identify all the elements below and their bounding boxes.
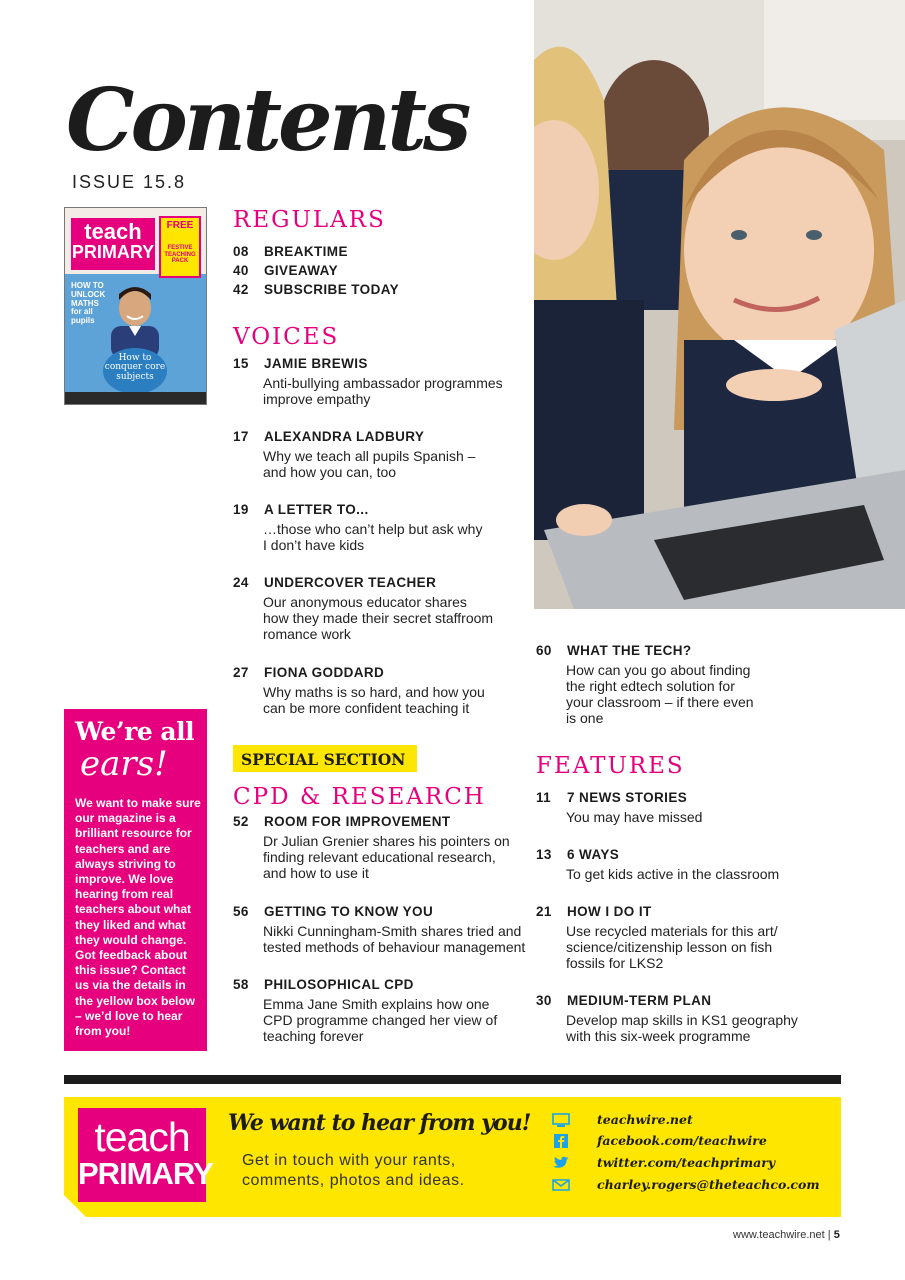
voices-num: 17 bbox=[233, 429, 249, 444]
desc-line: CPD programme changed her view of bbox=[263, 1012, 498, 1028]
cover-logo-line1: teach bbox=[84, 219, 142, 244]
desc-line: is one bbox=[566, 710, 604, 726]
features-title[interactable]: 7 NEWS STORIES bbox=[567, 790, 688, 805]
cover-logo-line2: PRIMARY bbox=[71, 242, 155, 262]
desc-line: Dr Julian Grenier shares his pointers on bbox=[263, 833, 510, 849]
desc-line: can be more confident teaching it bbox=[263, 700, 470, 716]
tech-desc bbox=[566, 662, 754, 726]
voices-title[interactable]: JAMIE BREWIS bbox=[264, 356, 368, 371]
logo-line2: PRIMARY bbox=[78, 1156, 213, 1191]
features-title[interactable]: HOW I DO IT bbox=[567, 904, 652, 919]
callout-body: We want to make sure our magazine is a brilliant resource for teachers and are always striving to improve. We love hearing from real teachers about what they liked and what they would change. Got feedback about this issue? Contact us via the details in the yellow box below – we’d love to hear from you! bbox=[75, 796, 201, 1039]
regular-num: 08 bbox=[233, 244, 249, 259]
cpd-desc bbox=[263, 923, 525, 955]
desc-line: Use recycled materials for this art/ bbox=[566, 923, 778, 939]
desc-line: improve empathy bbox=[263, 391, 371, 407]
section-heading-voices: VOICES bbox=[233, 324, 340, 350]
tech-title[interactable]: WHAT THE TECH? bbox=[567, 643, 692, 658]
desc-line: Nikki Cunningham-Smith shares tried and bbox=[263, 923, 522, 939]
voices-title[interactable]: FIONA GODDARD bbox=[264, 665, 385, 680]
contact-text[interactable]: facebook.com/teachwire bbox=[597, 1133, 767, 1148]
features-desc bbox=[566, 1012, 798, 1044]
desc-line: Develop map skills in KS1 geography bbox=[566, 1012, 798, 1028]
desc-line: …those who can’t help but ask why bbox=[263, 521, 483, 537]
section-heading-cpd: CPD & RESEARCH bbox=[233, 784, 486, 810]
cpd-title[interactable]: PHILOSOPHICAL CPD bbox=[264, 977, 414, 992]
features-title[interactable]: 6 WAYS bbox=[567, 847, 620, 862]
divider-bar bbox=[64, 1075, 841, 1084]
voices-desc bbox=[263, 448, 475, 480]
contact-text[interactable]: charley.rogers@theteachco.com bbox=[597, 1177, 820, 1192]
regular-num: 42 bbox=[233, 282, 249, 297]
voices-desc bbox=[263, 375, 503, 407]
desc-line: I don’t have kids bbox=[263, 537, 365, 553]
desc-line: the right edtech solution for bbox=[566, 678, 735, 694]
voices-num: 19 bbox=[233, 502, 249, 517]
teach-primary-logo bbox=[78, 1108, 213, 1202]
voices-desc bbox=[263, 521, 482, 553]
cover-free-sub: FESTIVE TEACHING PACK bbox=[164, 245, 196, 265]
section-heading-features: FEATURES bbox=[536, 753, 685, 779]
cover-free-label: FREE bbox=[166, 220, 194, 231]
features-desc bbox=[566, 866, 779, 882]
desc-line: and how you can, too bbox=[263, 464, 397, 480]
voices-desc bbox=[263, 684, 485, 716]
email-icon bbox=[552, 1178, 570, 1192]
features-num: 21 bbox=[536, 904, 552, 919]
features-num: 30 bbox=[536, 993, 552, 1008]
cover-logo bbox=[71, 218, 155, 270]
features-desc bbox=[566, 809, 702, 825]
cover-free-badge bbox=[159, 216, 201, 278]
features-num: 13 bbox=[536, 847, 552, 862]
contact-text[interactable]: twitter.com/teachprimary bbox=[597, 1155, 776, 1170]
desc-line: Anti-bullying ambassador programmes bbox=[263, 375, 503, 391]
cpd-title[interactable]: ROOM FOR IMPROVEMENT bbox=[264, 814, 451, 829]
feedback-callout-box bbox=[64, 709, 207, 1051]
logo-line1: teach bbox=[94, 1114, 190, 1160]
desc-line: Why maths is so hard, and how you bbox=[263, 684, 485, 700]
contact-subtext: Get in touch with your rants, comments, photos and ideas. bbox=[242, 1152, 465, 1189]
cpd-num: 58 bbox=[233, 977, 249, 992]
contact-box bbox=[64, 1097, 841, 1217]
desc-line: and how to use it bbox=[263, 865, 369, 881]
cpd-num: 56 bbox=[233, 904, 249, 919]
desc-line: You may have missed bbox=[566, 809, 703, 825]
regular-title[interactable]: BREAKTIME bbox=[264, 244, 348, 259]
cpd-desc bbox=[263, 996, 497, 1044]
desc-line: Emma Jane Smith explains how one bbox=[263, 996, 490, 1012]
contact-headline: We want to hear from you! bbox=[228, 1110, 531, 1136]
desc-line: To get kids active in the classroom bbox=[566, 866, 780, 882]
special-section-label: SPECIAL SECTION bbox=[233, 745, 417, 772]
voices-num: 15 bbox=[233, 356, 249, 371]
footer-site[interactable]: www.teachwire.net bbox=[733, 1229, 825, 1241]
features-desc bbox=[566, 923, 778, 971]
cpd-desc bbox=[263, 833, 510, 881]
issue-number: ISSUE 15.8 bbox=[72, 172, 187, 192]
desc-line: with this six-week programme bbox=[566, 1028, 751, 1044]
regular-title[interactable]: GIVEAWAY bbox=[264, 263, 338, 278]
features-num: 11 bbox=[536, 790, 552, 805]
desc-line: Our anonymous educator shares bbox=[263, 594, 467, 610]
desc-line: How can you go about finding bbox=[566, 662, 751, 678]
regular-title[interactable]: SUBSCRIBE TODAY bbox=[264, 282, 400, 297]
desc-line: romance work bbox=[263, 626, 351, 642]
cpd-num: 52 bbox=[233, 814, 249, 829]
cover-bottom-bar bbox=[65, 392, 207, 404]
computer-icon bbox=[552, 1113, 570, 1127]
contact-text[interactable]: teachwire.net bbox=[597, 1112, 693, 1127]
page-title: Contents bbox=[66, 70, 468, 171]
voices-num: 24 bbox=[233, 575, 249, 590]
twitter-icon bbox=[552, 1156, 570, 1170]
voices-title[interactable]: A LETTER TO... bbox=[264, 502, 369, 517]
cover-child-image bbox=[103, 278, 167, 358]
desc-line: science/citizenship lesson on fish bbox=[566, 939, 773, 955]
desc-line: teaching forever bbox=[263, 1028, 364, 1044]
facebook-icon bbox=[552, 1134, 570, 1148]
desc-line: your classroom – if there even bbox=[566, 694, 754, 710]
section-heading-regulars: REGULARS bbox=[233, 207, 386, 233]
cover-left-text: HOW TO UNLOCK MATHS for all pupils bbox=[71, 281, 106, 326]
classroom-photo bbox=[534, 0, 905, 609]
callout-heading-script: ears! bbox=[80, 744, 168, 784]
features-title[interactable]: MEDIUM-TERM PLAN bbox=[567, 993, 712, 1008]
tech-num: 60 bbox=[536, 643, 552, 658]
desc-line: how they made their secret staffroom bbox=[263, 610, 494, 626]
callout-heading: We’re all bbox=[75, 717, 195, 746]
cover-conquer-badge: How to conquer core subjects bbox=[103, 348, 167, 394]
voices-num: 27 bbox=[233, 665, 249, 680]
voices-title[interactable]: ALEXANDRA LADBURY bbox=[264, 429, 425, 444]
desc-line: Why we teach all pupils Spanish – bbox=[263, 448, 476, 464]
regular-num: 40 bbox=[233, 263, 249, 278]
magazine-cover-thumbnail[interactable] bbox=[64, 207, 207, 405]
voices-title[interactable]: UNDERCOVER TEACHER bbox=[264, 575, 437, 590]
cpd-title[interactable]: GETTING TO KNOW YOU bbox=[264, 904, 434, 919]
page-number: 5 bbox=[833, 1229, 840, 1241]
desc-line: finding relevant educational research, bbox=[263, 849, 496, 865]
desc-line: tested methods of behaviour management bbox=[263, 939, 526, 955]
page-footer: www.teachwire.net | 5 bbox=[733, 1229, 840, 1241]
desc-line: fossils for LKS2 bbox=[566, 955, 664, 971]
voices-desc bbox=[263, 594, 493, 642]
